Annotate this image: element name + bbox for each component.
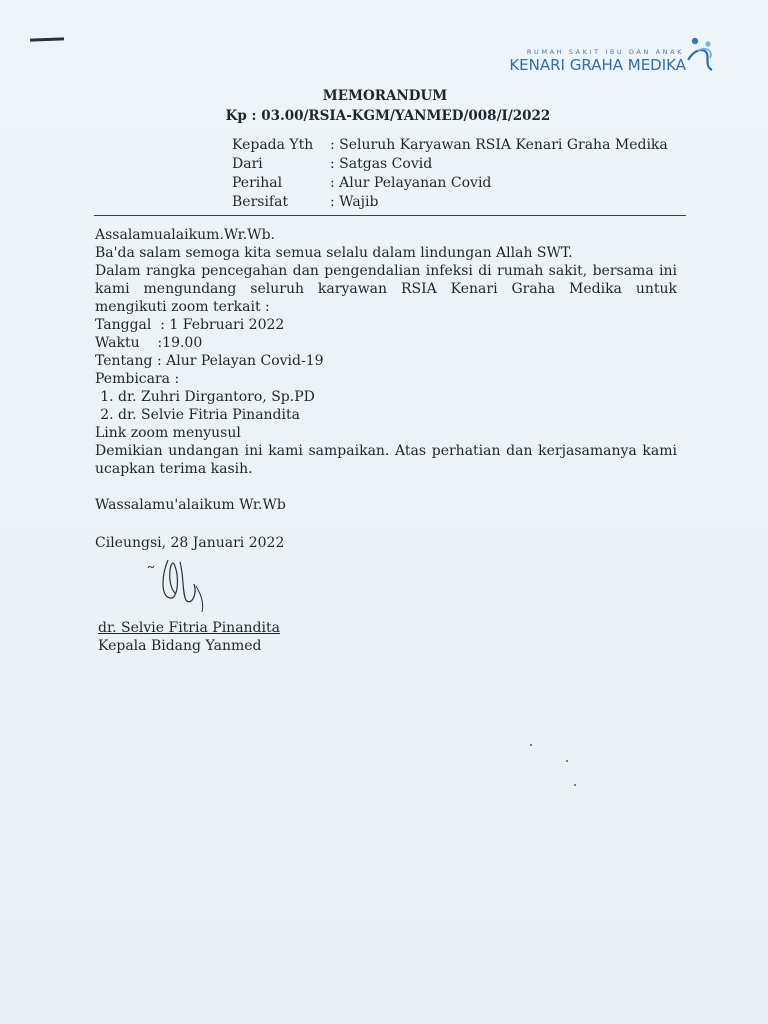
- meta-label: Perihal: [232, 175, 283, 191]
- place-date: Cileungsi, 28 Januari 2022: [95, 535, 285, 551]
- meta-label: Bersifat: [232, 194, 289, 210]
- event-time: Waktu :19.00: [95, 335, 203, 351]
- handwritten-signature: [140, 556, 230, 616]
- signatory: [98, 619, 280, 655]
- greeting: Assalamualaikum.Wr.Wb.: [95, 227, 275, 243]
- meta-value: : Wajib: [330, 194, 379, 210]
- meta-value: : Seluruh Karyawan RSIA Kenari Graha Medika: [330, 137, 668, 153]
- closing-salutation: Wassalamu'alaikum Wr.Wb: [95, 497, 286, 513]
- memo-number: Kp : 03.00/RSIA-KGM/YANMED/008/I/2022: [225, 108, 551, 124]
- logo-title: KENARI GRAHA MEDIKA: [509, 56, 686, 74]
- zoom-link-note: Link zoom menyusul: [95, 425, 241, 441]
- memo-body: [95, 226, 677, 514]
- paper-speck: [574, 784, 576, 786]
- mother-child-icon: [684, 36, 716, 72]
- body-paragraph-invitation: Dalam rangka pencegahan dan pengendalian infeksi di rumah sakit, bersama ini kami mengundang seluruh karyawan RSIA Kenari Graha Medika untuk mengikuti zoom terkait :: [95, 263, 677, 315]
- speakers-label: Pembicara :: [95, 371, 180, 387]
- meta-row-from: [232, 155, 668, 174]
- meta-row-subject: [232, 174, 668, 193]
- meta-row-recipient: [232, 136, 668, 155]
- body-line-blessing: Ba'da salam semoga kita semua selalu dalam lindungan Allah SWT.: [95, 245, 573, 261]
- signatory-name: dr. Selvie Fitria Pinandita: [98, 620, 280, 636]
- meta-label: Dari: [232, 156, 263, 172]
- paper-speck: [530, 744, 532, 746]
- memo-meta: [232, 136, 668, 212]
- meta-value: : Alur Pelayanan Covid: [330, 175, 492, 191]
- meta-label: Kepada Yth: [232, 137, 314, 153]
- meta-value: : Satgas Covid: [330, 156, 433, 172]
- speaker-list: [95, 388, 677, 424]
- paper-speck: [566, 760, 568, 762]
- header-divider: [94, 215, 686, 216]
- closing-paragraph: Demikian undangan ini kami sampaikan. Atas perhatian dan kerjasamanya kami ucapkan terima kasih.: [95, 443, 677, 477]
- event-date: Tanggal : 1 Februari 2022: [95, 317, 285, 333]
- memo-title: MEMORANDUM: [322, 88, 448, 104]
- event-topic: Tentang : Alur Pelayan Covid-19: [95, 353, 324, 369]
- margin-mark: [30, 37, 64, 41]
- speaker-item: 1. dr. Zuhri Dirgantoro, Sp.PD: [118, 388, 677, 406]
- meta-row-nature: [232, 193, 668, 212]
- hospital-logo: [488, 36, 708, 76]
- speaker-item: 2. dr. Selvie Fitria Pinandita: [118, 406, 677, 424]
- signatory-position: Kepala Bidang Yanmed: [98, 638, 262, 654]
- logo-subtitle: RUMAH SAKIT IBU DAN ANAK: [526, 48, 684, 56]
